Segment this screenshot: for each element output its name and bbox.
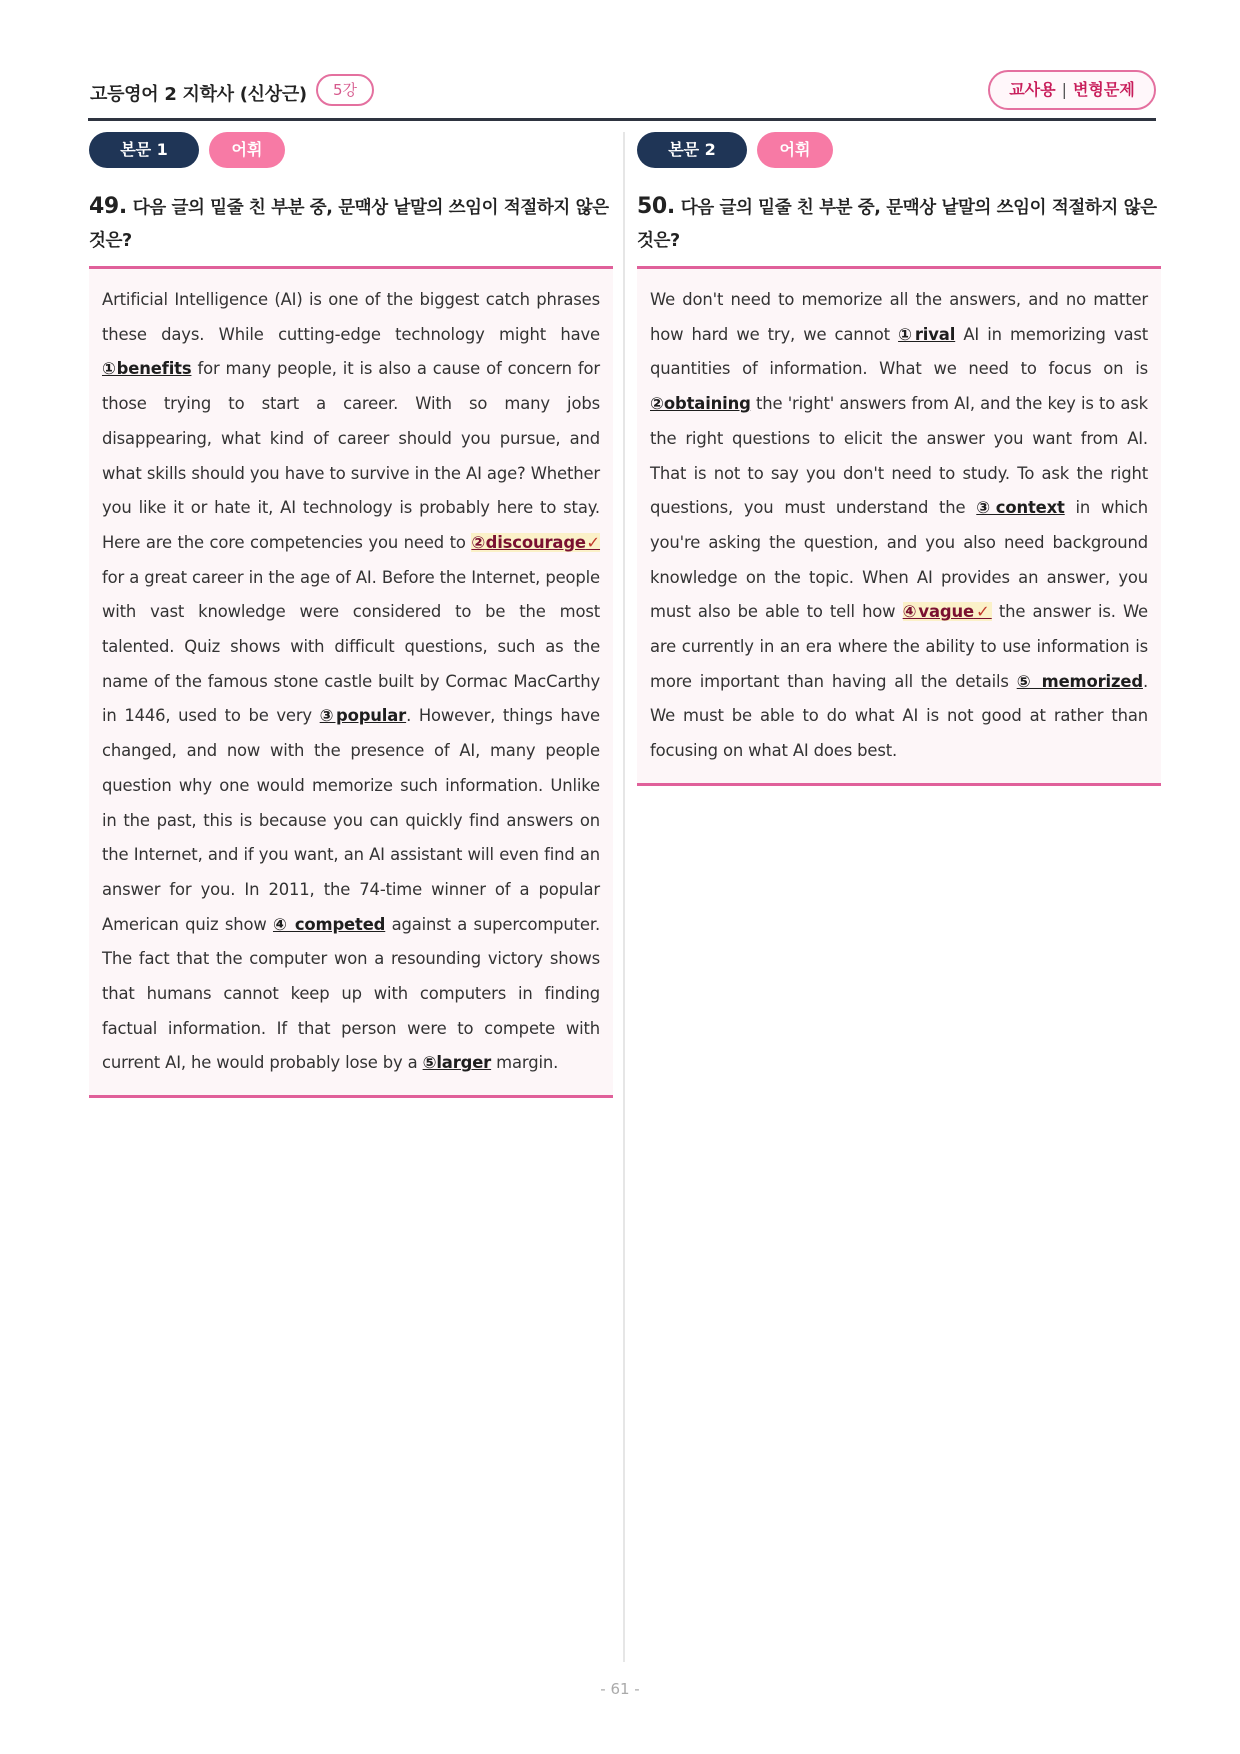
passage-text: Artificial Intelligence (AI) is one of the biggest catch phrases these days. While cutting-edge technology might have: [102, 290, 600, 344]
category-tag: 어휘: [757, 132, 833, 168]
passage-text: in which you're asking the question, and you also need background knowledge on the topic. When AI provides an answer, you must also be able to tell how: [650, 498, 1148, 622]
passage-1: [89, 269, 613, 1095]
passage-text: for a great career in the age of AI. Before the Internet, people with vast knowledge were considered to be the most talented. Quiz shows with difficult questions, such as the name of the famous stone castle built by Cormac MacCarthy in 1446, used to be very: [102, 567, 600, 726]
checkmark-icon: ✓: [973, 602, 992, 622]
type-label: 변형문제: [1072, 80, 1135, 99]
question-text: 다음 글의 밑줄 친 부분 중, 문맥상 낱말의 쓰임이 적절하지 않은 것은?: [637, 198, 1157, 251]
left-column: [89, 132, 613, 1098]
page-number: - 61 -: [600, 1680, 640, 1698]
teacher-badge: [988, 70, 1156, 110]
marked-word-2: ②obtaining: [650, 394, 751, 414]
passage-text: against a supercomputer. The fact that the computer won a resounding victory shows that humans cannot keep up with computers in finding factual information. If that person were to compete with current AI, he would probably lose by a: [102, 914, 601, 1073]
question-number: 50.: [637, 194, 675, 219]
question-50: [637, 190, 1161, 258]
passage-rule: [637, 783, 1161, 786]
passage-2: [637, 269, 1161, 783]
question-text: 다음 글의 밑줄 친 부분 중, 문맥상 낱말의 쓰임이 적절하지 않은 것은?: [89, 198, 609, 251]
passage-text: margin.: [491, 1053, 559, 1073]
passage-rule: [89, 1095, 613, 1098]
passage-text: We don't need to memorize all the answers, and no matter how hard we try, we cannot: [650, 290, 1148, 344]
book-title: 고등영어 2 지학사 (신상근): [90, 84, 307, 105]
passage-text: AI in memorizing vast quantities of information. What we need to focus on is: [650, 324, 1149, 379]
marked-word-4: ④vague: [902, 602, 974, 622]
marked-word-1: ①rival: [898, 324, 956, 344]
header-rule: [88, 118, 1156, 121]
right-column: [637, 132, 1161, 786]
answer-word: [903, 602, 992, 621]
column-divider: [623, 132, 625, 1662]
marked-word-1: ①benefits: [102, 359, 192, 379]
passage-text: the 'right' answers from AI, and the key is to ask the right questions to elicit the answer you want from AI. That is not to say you don't need to study. To ask the right questions, you must understand the: [650, 394, 1149, 518]
category-tag: 어휘: [209, 132, 285, 168]
marked-word-3: ③context: [976, 498, 1065, 518]
passage-tag: 본문 2: [637, 132, 747, 168]
passage-text: . However, things have changed, and now with the presence of AI, many people question why one would memorize such information. Unlike in the past, this is because you can quickly find answers on the Internet, and if you want, an AI assistant will even find an answer for you. In 2011, the 74-time winner of a popular American quiz show: [102, 706, 600, 934]
passage-text: the answer is. We are currently in an era where the ability to use information is more important than having all the details: [650, 602, 1148, 691]
question-number: 49.: [89, 194, 127, 219]
checkmark-icon: ✓: [585, 532, 601, 552]
passage-tag: 본문 1: [89, 132, 199, 168]
left-tags: [89, 132, 613, 168]
answer-word: [471, 533, 600, 552]
marked-word-5: ⑤larger: [422, 1053, 492, 1073]
marked-word-2: ②discourage: [471, 532, 586, 552]
marked-word-4: ④ competed: [272, 914, 386, 934]
badge-separator: |: [1061, 80, 1067, 99]
lesson-badge: 5강: [316, 74, 374, 106]
teacher-label: 교사용: [1009, 80, 1056, 99]
right-tags: [637, 132, 1161, 168]
marked-word-5: ⑤ memorized: [1016, 671, 1143, 691]
question-49: [89, 190, 613, 258]
marked-word-3: ③popular: [319, 706, 407, 726]
passage-text: for many people, it is also a cause of concern for those trying to start a career. With so many jobs disappearing, what kind of career should you pursue, and what skills should you have to survive in the AI age? Whether you like it or hate it, AI technology is probably here to stay. Here are the core competencies you need to: [102, 359, 600, 552]
passage-text: . We must be able to do what AI is not good at rather than focusing on what AI does best.: [650, 671, 1148, 761]
page-header: [88, 70, 1156, 114]
